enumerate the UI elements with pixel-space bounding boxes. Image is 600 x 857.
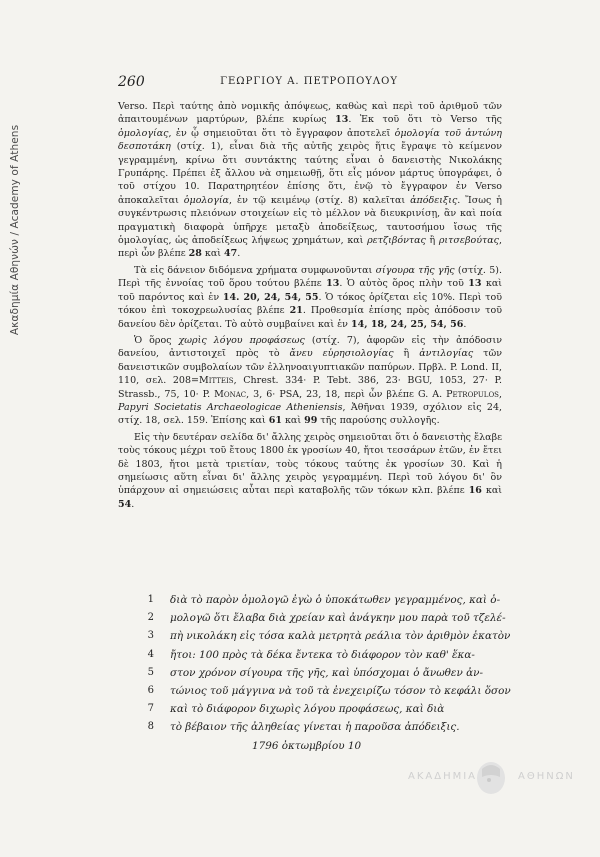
- page-header: [118, 74, 500, 92]
- paragraph-loan-terms: Τὰ εἰς δάνειον διδόμενα χρήματα συμφωνοῦνται σίγουρα τῆς γῆς (στίχ. 5). Περὶ τῆς ἐννοίας τοῦ ὅρου τούτου βλέπε 13. Ὁ αὐτὸς ὅρος πλὴν τοῦ 13 καὶ τοῦ παρόντος καὶ ἐν 14. 20, 24, 54, 55. Ὁ τόκος ὁρίζεται εἰς 10%. Περὶ τοῦ τόκου ἐπὶ τοκοχρεωλυσίας βλέπε 21. Προθεσμία ἐπίσης πρὸς ἀπόδοσιν τοῦ δανείου δὲν ὁρίζεται. Τὸ αὐτὸ συμβαίνει καὶ ἐν 14, 18, 24, 25, 54, 56.: [118, 264, 502, 330]
- term: ἀπόδειξις: [410, 194, 458, 206]
- line-number: 6: [147, 684, 154, 696]
- line-text: διὰ τὸ παρὸν ὁμολογῶ ἐγὼ ὁ ὑποκάτωθεν γεγραμμένος, καὶ ὁ-: [170, 594, 501, 606]
- term: χωρὶς λόγου προφάσεως: [178, 334, 305, 346]
- paragraph-second-page: Εἰς τὴν δευτέραν σελίδα δι' ἄλλης χειρὸς σημειοῦται ὅτι ὁ δανειστὴς ἔλαβε τοὺς τόκους μέχρι τοῦ ἔτους 1800 ἐκ γροσίων 40, ἤτοι τεσσάρων ἐτῶν, ἐν ἔτει δὲ 1803, ἤτοι μετὰ τριετίαν, τοὺς τόκους ταύτης ἐκ γροσίων 30. Καὶ ἡ σημείωσις αὕτη εἶναι δι' ἄλλης χειρὸς γεγραμμένη. Περὶ τοῦ λόγου δι' ὃν ὑπάρχουν αἱ σημειώσεις αὗται περὶ καταβολῆς τῶν τόκων κλπ. βλέπε 16 καὶ 54.: [118, 431, 502, 510]
- transcription-line: [140, 647, 520, 665]
- cross-ref: 47: [224, 248, 238, 260]
- line-text: στον χρόνον σίγουρα τῆς γῆς, καὶ ὑπόσχομαι ὁ ἄνωθεν ἀν-: [170, 666, 483, 679]
- term: ἄνευ εὑρησιολογίας: [289, 348, 394, 360]
- term: ὁμολογία: [183, 194, 229, 206]
- term: ἀντιλογίας: [419, 348, 474, 360]
- collection-name: Monac: [214, 388, 247, 400]
- transcription-line: [140, 665, 520, 683]
- running-head: ΓΕΩΡΓΙΟΥ Α. ΠΕΤΡΟΠΟΥΛΟΥ: [220, 76, 398, 87]
- athena-head-icon: [470, 759, 512, 797]
- cross-ref: 54: [118, 498, 132, 510]
- page-number: 260: [118, 74, 145, 90]
- transcription-line: [140, 683, 520, 701]
- line-text: τώνιος τοῦ μάγγινα νὰ τοῦ τὰ ἐνεχειρίζω τόσον τὸ κεφάλι ὅσον: [170, 684, 511, 697]
- line-text: πὴ νικολάκη εἰς τόσα καλὰ μετρητὰ ρεάλια τὸν ἀριθμὸν ἑκατὸν: [170, 630, 511, 643]
- academy-logo-watermark: [408, 757, 578, 793]
- line-text: ἤτοι: 100 πρὸς τὰ δέκα ἔντεκα τὸ διάφορον τὸν καθ' ἕκα-: [170, 648, 475, 661]
- cross-ref: 28: [188, 248, 202, 260]
- transcription-line: [140, 719, 520, 737]
- line-text: μολογῶ ὅτι ἔλαβα διὰ χρείαν καὶ ἀνάγκην μου παρὰ τοῦ τζελέ-: [170, 612, 506, 625]
- line-number: 4: [147, 648, 154, 660]
- term: ὁμολογίας: [118, 127, 169, 139]
- document-date: 1796 ὀκτωμβρίου 10: [252, 739, 362, 752]
- author-name: Petropulos: [446, 388, 499, 400]
- author-name: Mitteis: [198, 375, 234, 387]
- cross-ref: 14. 20, 24, 54, 55: [222, 291, 319, 303]
- document-transcription: [140, 592, 520, 752]
- transcription-line: [140, 701, 520, 719]
- term: ριτσεβούτας: [438, 235, 499, 247]
- side-watermark: [0, 0, 30, 857]
- body-text: [118, 100, 502, 511]
- cross-ref: 14, 18, 24, 25, 54, 56: [350, 318, 464, 330]
- paragraph-verso-notes: Verso. Περὶ ταύτης ἀπὸ νομικῆς ἀπόψεως, καθὼς καὶ περὶ τοῦ ἀριθμοῦ τῶν ἀπαιτουμένων μαρτύρων, βλέπε κυρίως 13. Ἐκ τοῦ ὅτι τὸ Verso τῆς ὁμολογίας, ἐν ᾧ σημειοῦται ὅτι τὸ ἔγγραφον ἀποτελεῖ ὁμολογία τοῦ ἀντώνη δεσποτάκη (στίχ. 1), εἶναι διὰ τῆς αὐτῆς χειρὸς ἥτις ἔγραψε τὸ κείμενον γεγραμμένη, κρίνω ὅτι συντάκτης ταύτης εἶναι ὁ δανειστὴς Νικολάκης Γρυπάρης. Πρέπει ἐξ ἄλλου νὰ σημειωθῇ, ὅτι εἷς μόνον μάρτυς ὑπογράφει, ὁ τοῦ στίχου 10. Παρατηρητέον ἐπίσης ὅτι, ἐνῷ τὸ ἔγγραφον ἐν Verso ἀποκαλεῖται ὁμολογία, ἐν τῷ κειμένῳ (στίχ. 8) καλεῖται ἀπόδειξις. Ἴσως ἡ συγκέντρωσις πλειόνων στοιχείων εἰς τὸ μέλλον νὰ διευκρινίσῃ, ἂν καὶ ποία πραγματικὴ διαφορὰ ὑπῆρχε μεταξὺ ἀποδείξεως, ταυτοσήμου ἴσως τῆς ὁμολογίας, ὡς ἀποδείξεως λήψεως χρημάτων, καὶ ρετζιβόντας ἢ ριτσεβούτας, περὶ ὧν βλέπε 28 καὶ 47.: [118, 101, 503, 260]
- transcription-line: [140, 610, 520, 628]
- logo-text-left: ΑΚΑΔΗΜΙΑ: [408, 771, 478, 782]
- cross-ref: 21: [289, 305, 303, 317]
- watermark-side-text: Ακαδημία Αθηνών / Academy of Athens: [9, 124, 21, 336]
- transcription-line: [140, 628, 520, 646]
- cross-ref: 13: [468, 278, 482, 290]
- line-number: 3: [147, 630, 154, 642]
- book-title: Papyri Societatis Archaeologicae Atheniensis: [118, 401, 343, 413]
- cross-ref: 13: [335, 114, 349, 126]
- cross-ref: 61: [268, 415, 282, 427]
- term: ρετζιβόντας: [367, 235, 426, 247]
- cross-ref: 13: [326, 278, 340, 290]
- line-text: καὶ τὸ διάφορον διχωρὶς λόγου προφάσεως, καὶ διὰ: [170, 703, 445, 716]
- paragraph-clause: Ὁ ὅρος χωρὶς λόγου προφάσεως (στίχ. 7), ἀφορῶν εἰς τὴν ἀπόδοσιν δανείου, ἀντιστοιχεῖ πρὸς τὸ ἄνευ εὑρησιολογίας ἢ ἀντιλογίας τῶν δανειστικῶν συμβολαίων τῶν ἑλληνοαιγυπτιακῶν παπύρων. Πρβλ. P. Lond. II, 110, σελ. 208=Mitteis, Chrest. 334· P. Tebt. 386, 23· BGU, 1053, 27· P. Strassb., 75, 10· P. Monac, 3, 6· PSA, 23, 18, περὶ ὧν βλέπε G. A. Petropulos, Papyri Societatis Archaeologicae Atheniensis, Ἀθῆναι 1939, σχόλιον εἰς 24, στίχ. 18, σελ. 159. Ἐπίσης καὶ 61 καὶ 99 τῆς παρούσης συλλογῆς.: [118, 334, 503, 427]
- cross-ref: 16: [468, 485, 482, 497]
- line-number: 1: [147, 594, 154, 605]
- line-number: 8: [147, 721, 154, 733]
- term: σίγουρα τῆς γῆς: [375, 264, 455, 276]
- quoted-phrase: ὁμολογία τοῦ ἀντώνη δεσποτάκη: [118, 127, 502, 153]
- line-number: 7: [147, 703, 154, 715]
- cross-ref: 99: [304, 415, 318, 427]
- line-text: τὸ βέβαιον τῆς ἀληθείας γίνεται ἡ παροῦσα ἀπόδειξις.: [170, 721, 460, 734]
- line-number: 5: [147, 666, 154, 678]
- logo-text-right: ΑΘΗΝΩΝ: [518, 771, 575, 782]
- line-number: 2: [147, 612, 154, 624]
- transcription-line: [140, 592, 520, 610]
